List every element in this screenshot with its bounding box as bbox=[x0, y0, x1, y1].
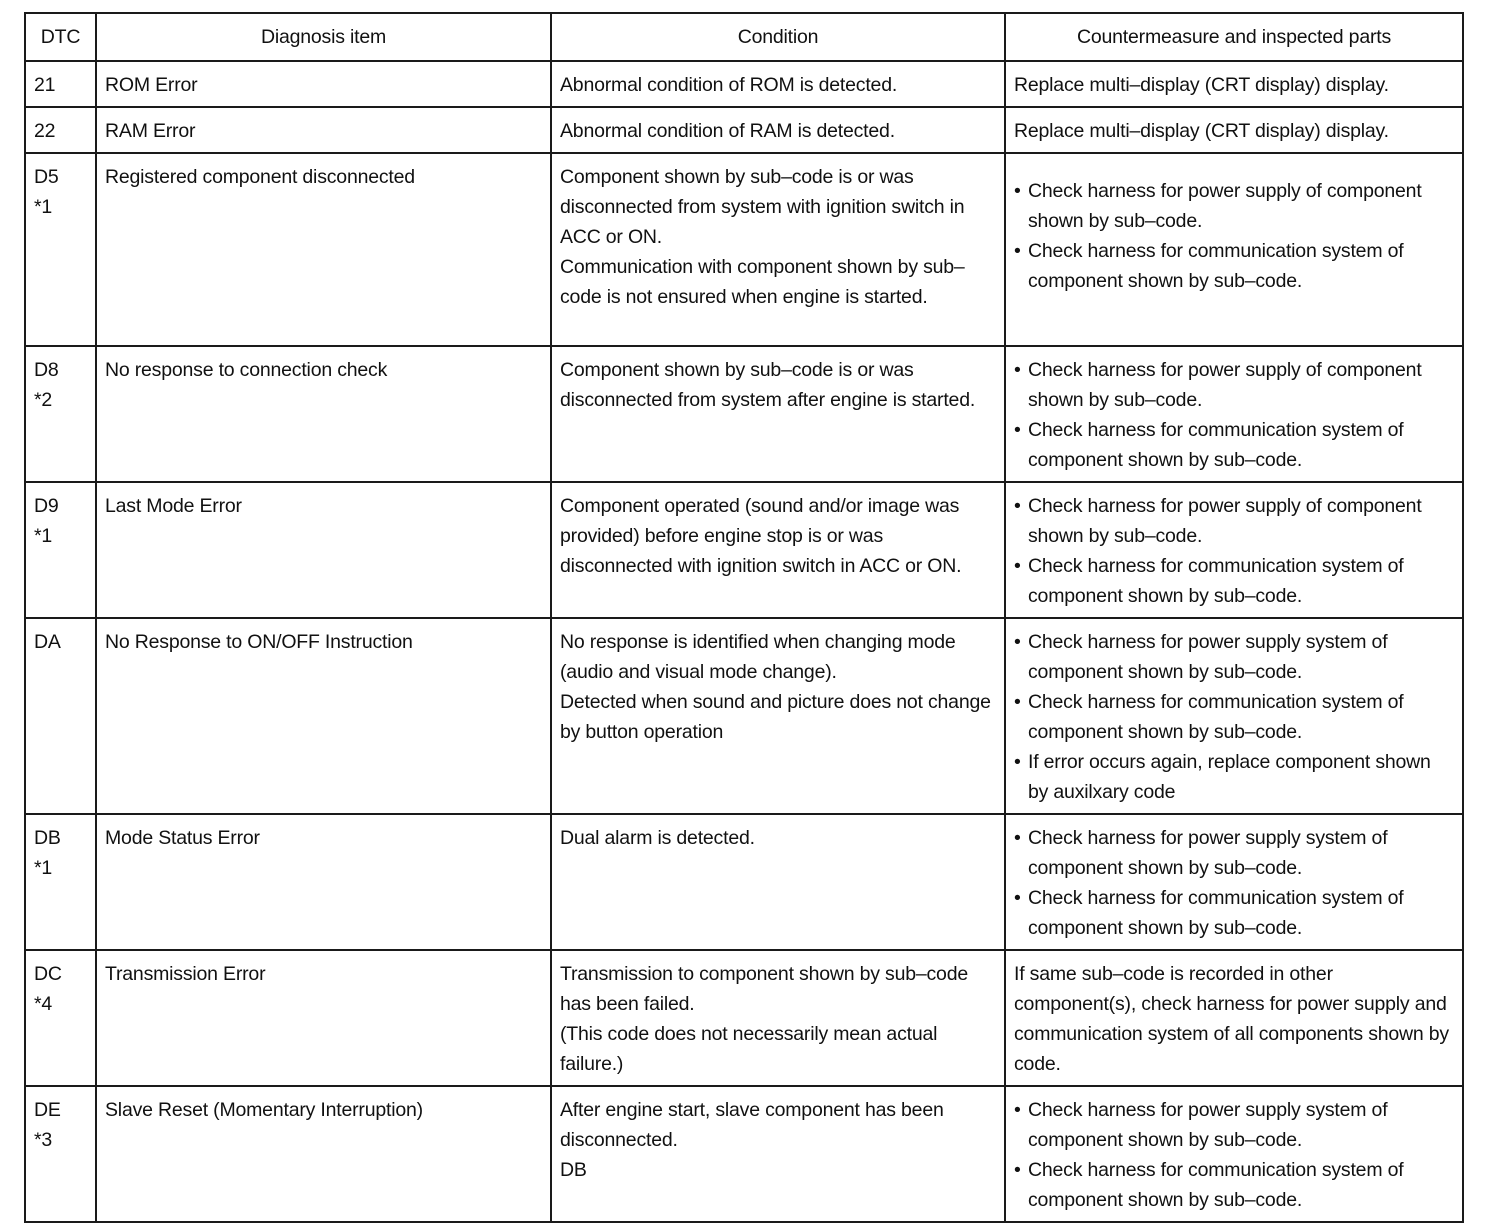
countermeasure-list bbox=[1014, 1095, 1454, 1215]
table-row bbox=[25, 482, 1463, 618]
countermeasure-item: • Check harness for communication system of component shown by sub–code. bbox=[1014, 415, 1454, 475]
condition-text: Component shown by sub–code is or was disconnected from system with ignition switch in ACC or ON. bbox=[560, 166, 965, 248]
condition-cell bbox=[551, 482, 1005, 618]
dtc-code: 22 bbox=[34, 120, 56, 142]
condition-cell bbox=[551, 950, 1005, 1086]
countermeasure-cell bbox=[1005, 153, 1463, 346]
condition-cell bbox=[551, 618, 1005, 814]
countermeasure-item: • Check harness for communication system of component shown by sub–code. bbox=[1014, 883, 1454, 943]
diagnosis-item-cell: Registered component disconnected bbox=[96, 153, 551, 346]
countermeasure-item: • Check harness for power supply of component shown by sub–code. bbox=[1014, 176, 1454, 236]
countermeasure-item: • Check harness for power supply system of component shown by sub–code. bbox=[1014, 1095, 1454, 1155]
countermeasure-cell bbox=[1005, 107, 1463, 153]
condition-cell bbox=[551, 107, 1005, 153]
countermeasure-text: If same sub–code is recorded in other component(s), check harness for power supply and communication system of all components shown by code. bbox=[1014, 963, 1449, 1075]
dtc-footnote-mark: *1 bbox=[34, 196, 53, 218]
condition-text: Dual alarm is detected. bbox=[560, 827, 755, 849]
condition-text: Abnormal condition of RAM is detected. bbox=[560, 120, 895, 142]
condition-text: Detected when sound and picture does not change by button operation bbox=[560, 691, 991, 743]
countermeasure-list bbox=[1014, 823, 1454, 943]
header-condition: Condition bbox=[551, 13, 1005, 61]
countermeasure-item: • Check harness for power supply of component shown by sub–code. bbox=[1014, 355, 1454, 415]
dtc-cell bbox=[25, 153, 96, 346]
dtc-code: DB bbox=[34, 827, 61, 849]
countermeasure-item: • Check harness for communication system of component shown by sub–code. bbox=[1014, 1155, 1454, 1215]
countermeasure-item: • Check harness for communication system of component shown by sub–code. bbox=[1014, 236, 1454, 296]
table-row bbox=[25, 1086, 1463, 1222]
condition-cell bbox=[551, 153, 1005, 346]
countermeasure-list bbox=[1014, 627, 1454, 807]
table-row bbox=[25, 950, 1463, 1086]
countermeasure-cell bbox=[1005, 482, 1463, 618]
table-row bbox=[25, 346, 1463, 482]
dtc-cell bbox=[25, 950, 96, 1086]
header-diagnosis-item: Diagnosis item bbox=[96, 13, 551, 61]
table-header-row bbox=[25, 13, 1463, 61]
dtc-code: 21 bbox=[34, 74, 56, 96]
dtc-footnote-mark: *1 bbox=[34, 525, 53, 547]
diagnosis-item-cell: Last Mode Error bbox=[96, 482, 551, 618]
condition-text: Abnormal condition of ROM is detected. bbox=[560, 74, 898, 96]
dtc-cell bbox=[25, 814, 96, 950]
table-row bbox=[25, 107, 1463, 153]
countermeasure-cell bbox=[1005, 814, 1463, 950]
dtc-cell bbox=[25, 346, 96, 482]
countermeasure-cell bbox=[1005, 950, 1463, 1086]
dtc-code: DA bbox=[34, 631, 61, 653]
diagnosis-item-cell: Transmission Error bbox=[96, 950, 551, 1086]
condition-text: No response is identified when changing mode (audio and visual mode change). bbox=[560, 631, 956, 683]
dtc-cell bbox=[25, 1086, 96, 1222]
countermeasure-item: • Check harness for power supply system of component shown by sub–code. bbox=[1014, 627, 1454, 687]
table-body bbox=[25, 61, 1463, 1222]
table-row bbox=[25, 814, 1463, 950]
diagnosis-item-cell: RAM Error bbox=[96, 107, 551, 153]
dtc-cell bbox=[25, 107, 96, 153]
dtc-footnote-mark: *3 bbox=[34, 1129, 53, 1151]
countermeasure-cell bbox=[1005, 1086, 1463, 1222]
condition-text: (This code does not necessarily mean actual failure.) bbox=[560, 1023, 938, 1075]
dtc-code: DC bbox=[34, 963, 62, 985]
diagnosis-item-cell: Mode Status Error bbox=[96, 814, 551, 950]
condition-cell bbox=[551, 1086, 1005, 1222]
diagnosis-item-cell: No Response to ON/OFF Instruction bbox=[96, 618, 551, 814]
dtc-footnote-mark: *2 bbox=[34, 389, 53, 411]
dtc-code: D8 bbox=[34, 359, 59, 381]
dtc-footnote-mark: *1 bbox=[34, 857, 53, 879]
dtc-cell bbox=[25, 61, 96, 107]
header-countermeasure: Countermeasure and inspected parts bbox=[1005, 13, 1463, 61]
condition-text: After engine start, slave component has been disconnected. bbox=[560, 1099, 944, 1151]
countermeasure-cell bbox=[1005, 618, 1463, 814]
diagnosis-item-cell: Slave Reset (Momentary Interruption) bbox=[96, 1086, 551, 1222]
countermeasure-cell bbox=[1005, 61, 1463, 107]
header-dtc: DTC bbox=[25, 13, 96, 61]
dtc-code: DE bbox=[34, 1099, 61, 1121]
countermeasure-list bbox=[1014, 491, 1454, 611]
condition-text: DB bbox=[560, 1159, 587, 1181]
condition-text: Transmission to component shown by sub–code has been failed. bbox=[560, 963, 968, 1015]
countermeasure-text: Replace multi–display (CRT display) display. bbox=[1014, 74, 1389, 96]
condition-cell bbox=[551, 814, 1005, 950]
diagnosis-item-cell: No response to connection check bbox=[96, 346, 551, 482]
condition-cell bbox=[551, 61, 1005, 107]
countermeasure-list bbox=[1014, 176, 1454, 296]
condition-cell bbox=[551, 346, 1005, 482]
condition-text: Communication with component shown by sub–code is not ensured when engine is started. bbox=[560, 256, 965, 308]
dtc-cell bbox=[25, 618, 96, 814]
diagnosis-item-cell: ROM Error bbox=[96, 61, 551, 107]
countermeasure-item: • If error occurs again, replace component shown by auxilxary code bbox=[1014, 747, 1454, 807]
countermeasure-item: • Check harness for communication system of component shown by sub–code. bbox=[1014, 551, 1454, 611]
condition-text: Component shown by sub–code is or was disconnected from system after engine is started. bbox=[560, 359, 976, 411]
table-row bbox=[25, 618, 1463, 814]
dtc-footnote-mark: *4 bbox=[34, 993, 53, 1015]
dtc-table bbox=[24, 12, 1464, 1223]
countermeasure-item: • Check harness for power supply system of component shown by sub–code. bbox=[1014, 823, 1454, 883]
dtc-code: D9 bbox=[34, 495, 59, 517]
dtc-cell bbox=[25, 482, 96, 618]
countermeasure-cell bbox=[1005, 346, 1463, 482]
table-row bbox=[25, 153, 1463, 346]
countermeasure-item: • Check harness for communication system of component shown by sub–code. bbox=[1014, 687, 1454, 747]
countermeasure-item: • Check harness for power supply of component shown by sub–code. bbox=[1014, 491, 1454, 551]
table-row bbox=[25, 61, 1463, 107]
dtc-code: D5 bbox=[34, 166, 59, 188]
condition-text: Component operated (sound and/or image was provided) before engine stop is or was disconnected with ignition switch in ACC or ON. bbox=[560, 495, 962, 577]
countermeasure-text: Replace multi–display (CRT display) display. bbox=[1014, 120, 1389, 142]
countermeasure-list bbox=[1014, 355, 1454, 475]
